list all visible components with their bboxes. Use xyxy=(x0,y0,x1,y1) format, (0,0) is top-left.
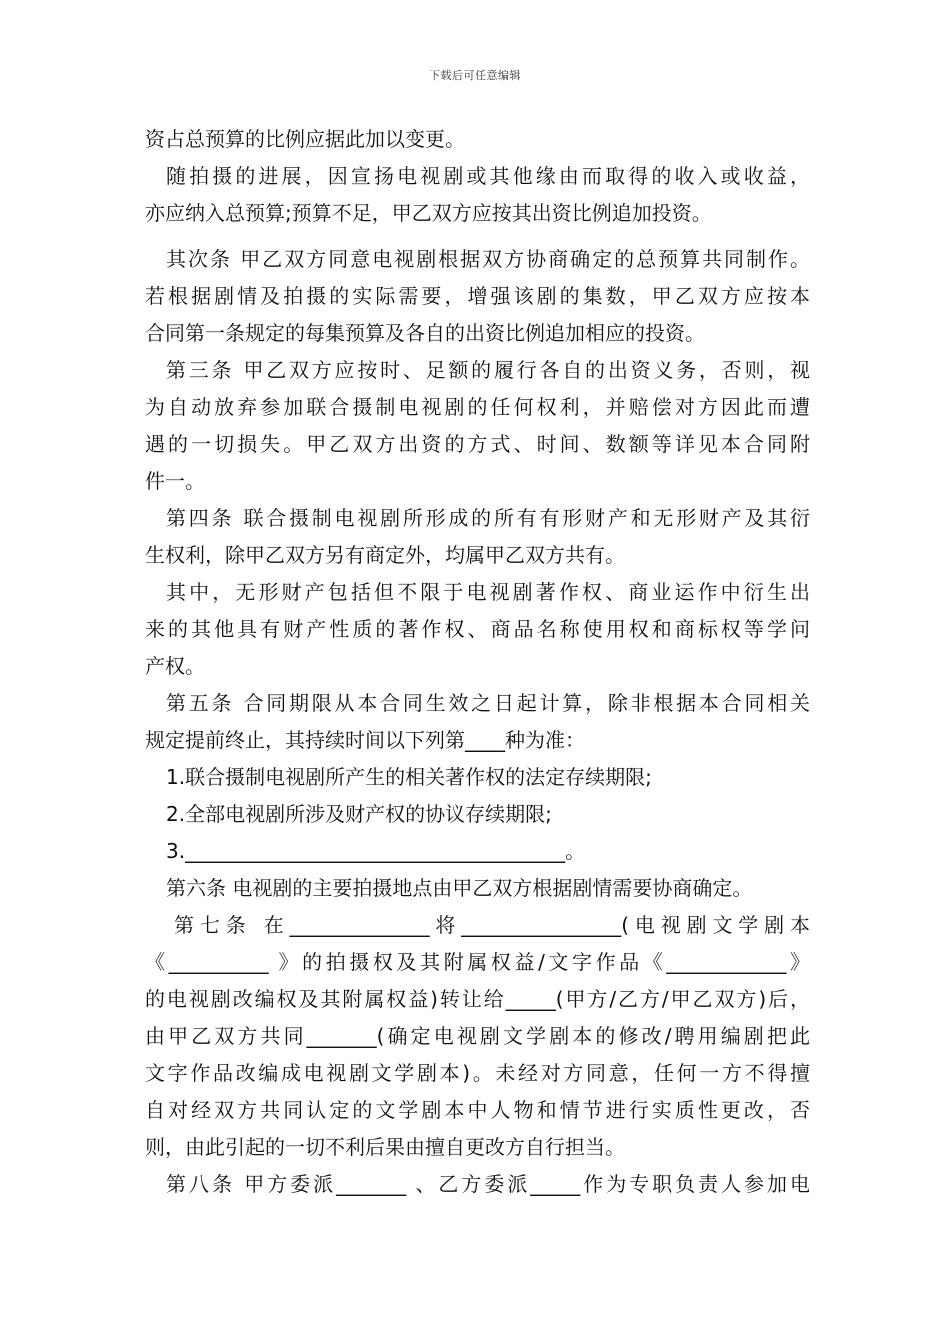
text-line: 合同第一条规定的每集预算及各自的出资比例追加相应的投资。 xyxy=(145,321,705,345)
page-header: 下载后可任意编辑 xyxy=(429,69,521,82)
text-line: 3.______________________________________。 xyxy=(166,839,586,863)
text-line: 件一。 xyxy=(145,469,205,493)
text-line: 规定提前终止，其持续时间以下列第____种为准： xyxy=(145,728,585,752)
text-line: 1.联合摄制电视剧所产生的相关著作权的法定存续期限; xyxy=(166,765,652,789)
text-line: 来的其他具有财产性质的著作权、商品名称使用权和商标权等学问 xyxy=(145,617,810,641)
text-line: 第六条 电视剧的主要拍摄地点由甲乙双方根据剧情需要协商确定。 xyxy=(166,876,753,900)
text-line: 随拍摄的进展，因宣扬电视剧或其他缘由而取得的收入或收益， xyxy=(166,164,810,188)
text-line: 为自动放弃参加联合摄制电视剧的任何权利，并赔偿对方因此而遭 xyxy=(145,395,810,419)
document-body xyxy=(145,121,810,1203)
text-line: 遇的一切损失。甲乙双方出资的方式、时间、数额等详见本合同附 xyxy=(145,432,810,456)
text-line: 第四条 联合摄制电视剧所形成的所有有形财产和无形财产及其衍 xyxy=(166,506,810,530)
text-line: 其次条 甲乙双方同意电视剧根据双方协商确定的总预算共同制作。 xyxy=(166,247,810,271)
text-line: 其中，无形财产包括但不限于电视剧著作权、商业运作中衍生出 xyxy=(166,580,810,604)
text-line: 第八条 甲方委派_______ 、乙方委派_____作为专职负责人参加电 xyxy=(166,1172,810,1196)
text-line: 的电视剧改编权及其附属权益)转让给_____(甲方/乙方/甲乙双方)后， xyxy=(145,987,810,1011)
text-line: 《__________ 》的拍摄权及其附属权益/文字作品《____________》 xyxy=(145,950,810,974)
text-line: 生权利，除甲乙双方另有商定外，均属甲乙双方共有。 xyxy=(145,543,625,567)
text-line: 亦应纳入总预算;预算不足，甲乙双方应按其出资比例追加投资。 xyxy=(145,201,712,225)
text-line: 若根据剧情及拍摄的实际需要，增强该剧的集数，甲乙双方应按本 xyxy=(145,284,810,308)
text-line: 自对经双方共同认定的文学剧本中人物和情节进行实质性更改，否 xyxy=(145,1098,810,1122)
text-line: 第五条 合同期限从本合同生效之日起计算，除非根据本合同相关 xyxy=(166,691,810,715)
text-line: 2.全部电视剧所涉及财产权的协议存续期限; xyxy=(166,802,552,826)
text-line: 由甲乙双方共同_______(确定电视剧文学剧本的修改/聘用编剧把此 xyxy=(145,1024,810,1048)
text-line: 产权。 xyxy=(145,654,205,678)
text-line: 文字作品改编成电视剧文学剧本)。未经对方同意，任何一方不得擅 xyxy=(145,1061,810,1085)
text-line: 则，由此引起的一切不利后果由擅自更改方自行担当。 xyxy=(145,1135,625,1159)
text-line: 资占总预算的比例应据此加以变更。 xyxy=(145,127,465,151)
text-line: 第三条 甲乙双方应按时、足额的履行各自的出资义务，否则，视 xyxy=(166,358,810,382)
text-line: 第七条 在______________将________________(电视剧文学剧本 xyxy=(174,913,810,937)
